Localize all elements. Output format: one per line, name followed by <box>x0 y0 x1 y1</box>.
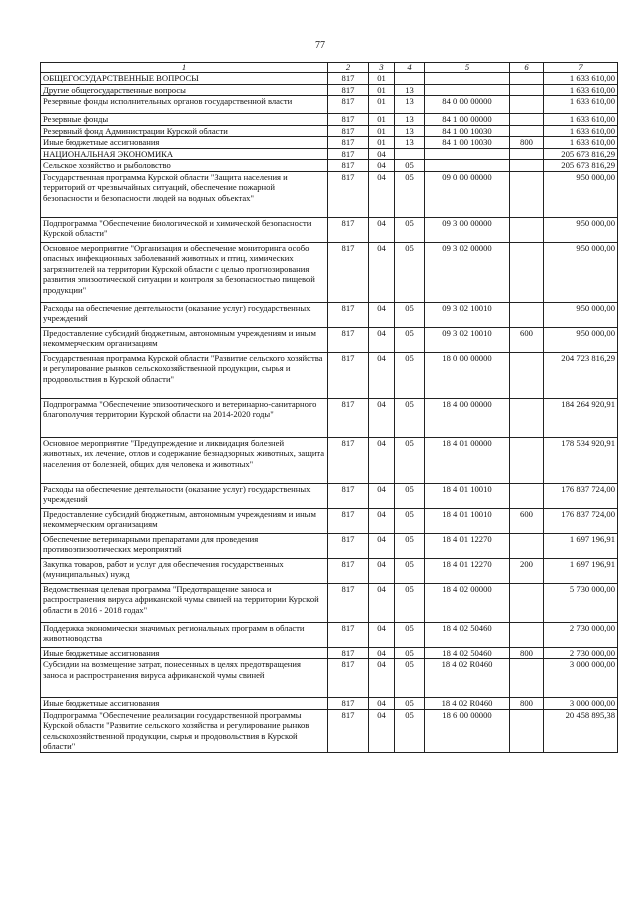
row-subsection-code <box>395 73 425 85</box>
row-section-code: 04 <box>369 583 395 622</box>
row-target-article: 84 1 00 10030 <box>425 125 510 137</box>
row-name: Предоставление субсидий бюджетным, автономным учреждениям и иным некоммерческим организациям <box>41 508 328 533</box>
row-subsection-code: 05 <box>395 483 425 508</box>
row-name: Подпрограмма "Обеспечение эпизоотического и ветеринарно-санитарного благополучия территории Курской области на 2014-2020 годы" <box>41 398 328 437</box>
row-subsection-code: 13 <box>395 114 425 126</box>
row-expense-type <box>510 160 544 172</box>
row-amount: 176 837 724,00 <box>544 508 618 533</box>
table-row <box>41 114 618 126</box>
row-ved-code: 817 <box>328 508 369 533</box>
table-row <box>41 533 618 558</box>
row-expense-type <box>510 171 544 217</box>
table-row <box>41 171 618 217</box>
row-ved-code: 817 <box>328 583 369 622</box>
row-expense-type <box>510 352 544 398</box>
table-row <box>41 398 618 437</box>
row-name: Закупка товаров, работ и услуг для обеспечения государственных (муниципальных) нужд <box>41 558 328 583</box>
row-ved-code: 817 <box>328 533 369 558</box>
row-section-code: 04 <box>369 659 395 698</box>
row-target-article <box>425 84 510 96</box>
row-subsection-code: 05 <box>395 242 425 302</box>
row-section-code: 04 <box>369 302 395 327</box>
row-expense-type: 800 <box>510 698 544 710</box>
table-row <box>41 160 618 172</box>
row-expense-type <box>510 148 544 160</box>
row-amount: 1 633 610,00 <box>544 114 618 126</box>
table-row <box>41 437 618 483</box>
row-section-code: 04 <box>369 327 395 352</box>
row-expense-type: 800 <box>510 647 544 659</box>
row-target-article <box>425 73 510 85</box>
row-target-article: 18 4 02 50460 <box>425 647 510 659</box>
row-name: Подпрограмма "Обеспечение биологической и химической безопасности Курской области" <box>41 217 328 242</box>
row-target-article: 18 4 01 10010 <box>425 508 510 533</box>
row-ved-code: 817 <box>328 125 369 137</box>
column-header-1: 1 <box>41 63 328 73</box>
row-amount: 1 633 610,00 <box>544 73 618 85</box>
row-amount: 1 633 610,00 <box>544 125 618 137</box>
row-subsection-code: 05 <box>395 622 425 647</box>
row-name: НАЦИОНАЛЬНАЯ ЭКОНОМИКА <box>41 148 328 160</box>
row-expense-type <box>510 437 544 483</box>
row-ved-code: 817 <box>328 96 369 114</box>
row-section-code: 01 <box>369 84 395 96</box>
row-subsection-code: 05 <box>395 217 425 242</box>
row-name: Государственная программа Курской области "Защита населения и территорий от чрезвычайных ситуаций, обеспечение пожарной безопасности и безопасности людей на водных объектах" <box>41 171 328 217</box>
row-subsection-code: 05 <box>395 698 425 710</box>
column-header-6: 6 <box>510 63 544 73</box>
row-ved-code: 817 <box>328 242 369 302</box>
row-target-article: 18 4 01 10010 <box>425 483 510 508</box>
row-amount: 950 000,00 <box>544 242 618 302</box>
row-ved-code: 817 <box>328 114 369 126</box>
column-header-5: 5 <box>425 63 510 73</box>
row-ved-code: 817 <box>328 73 369 85</box>
row-section-code: 04 <box>369 709 395 752</box>
row-section-code: 04 <box>369 160 395 172</box>
row-section-code: 01 <box>369 73 395 85</box>
row-amount: 5 730 000,00 <box>544 583 618 622</box>
row-target-article: 09 3 02 10010 <box>425 327 510 352</box>
row-amount: 1 633 610,00 <box>544 96 618 114</box>
row-expense-type: 600 <box>510 327 544 352</box>
row-expense-type <box>510 73 544 85</box>
row-name: Субсидии на возмещение затрат, понесенных в целях предотвращения заноса и распространения вируса африканской чумы свиней <box>41 659 328 698</box>
table-row <box>41 558 618 583</box>
row-section-code: 04 <box>369 352 395 398</box>
table-row <box>41 242 618 302</box>
table-row <box>41 137 618 149</box>
row-amount: 205 673 816,29 <box>544 148 618 160</box>
row-subsection-code: 05 <box>395 508 425 533</box>
row-amount: 184 264 920,91 <box>544 398 618 437</box>
row-ved-code: 817 <box>328 302 369 327</box>
row-amount: 950 000,00 <box>544 302 618 327</box>
row-amount: 3 000 000,00 <box>544 698 618 710</box>
row-section-code: 04 <box>369 533 395 558</box>
row-subsection-code: 05 <box>395 160 425 172</box>
table-row <box>41 508 618 533</box>
row-target-article <box>425 148 510 160</box>
row-ved-code: 817 <box>328 217 369 242</box>
table-body <box>41 73 618 753</box>
row-target-article: 84 1 00 10030 <box>425 137 510 149</box>
row-section-code: 04 <box>369 647 395 659</box>
row-section-code: 04 <box>369 558 395 583</box>
row-expense-type <box>510 302 544 327</box>
table-row <box>41 698 618 710</box>
row-ved-code: 817 <box>328 659 369 698</box>
row-target-article: 09 3 02 10010 <box>425 302 510 327</box>
table-row <box>41 327 618 352</box>
row-target-article: 09 0 00 00000 <box>425 171 510 217</box>
row-amount: 205 673 816,29 <box>544 160 618 172</box>
row-amount: 176 837 724,00 <box>544 483 618 508</box>
table-row <box>41 148 618 160</box>
table-row <box>41 483 618 508</box>
row-target-article: 18 4 02 00000 <box>425 583 510 622</box>
row-section-code: 01 <box>369 125 395 137</box>
row-name: Резервные фонды <box>41 114 328 126</box>
row-ved-code: 817 <box>328 698 369 710</box>
table-row <box>41 709 618 752</box>
row-ved-code: 817 <box>328 352 369 398</box>
row-expense-type: 800 <box>510 137 544 149</box>
row-section-code: 04 <box>369 398 395 437</box>
row-amount: 1 697 196,91 <box>544 533 618 558</box>
row-subsection-code: 13 <box>395 96 425 114</box>
row-expense-type <box>510 114 544 126</box>
row-amount: 2 730 000,00 <box>544 622 618 647</box>
row-name: Основное мероприятие "Предупреждение и ликвидация болезней животных, их лечение, отлов и содержание безнадзорных животных, защита населения от болезней, общих для человека и животных" <box>41 437 328 483</box>
row-name: Иные бюджетные ассигнования <box>41 698 328 710</box>
row-amount: 20 458 895,38 <box>544 709 618 752</box>
table-row <box>41 659 618 698</box>
row-name: Ведомственная целевая программа "Предотвращение заноса и распространения вируса африканской чумы свиней на территории Курской области в 2016 - 2018 годах" <box>41 583 328 622</box>
row-amount: 3 000 000,00 <box>544 659 618 698</box>
row-target-article: 18 4 02 R0460 <box>425 698 510 710</box>
row-subsection-code: 05 <box>395 659 425 698</box>
table-row <box>41 583 618 622</box>
row-name: Иные бюджетные ассигнования <box>41 137 328 149</box>
row-subsection-code <box>395 148 425 160</box>
row-name: Расходы на обеспечение деятельности (оказание услуг) государственных учреждений <box>41 483 328 508</box>
column-header-4: 4 <box>395 63 425 73</box>
row-expense-type <box>510 217 544 242</box>
row-section-code: 04 <box>369 217 395 242</box>
row-section-code: 04 <box>369 242 395 302</box>
row-name: Сельское хозяйство и рыболовство <box>41 160 328 172</box>
row-name: ОБЩЕГОСУДАРСТВЕННЫЕ ВОПРОСЫ <box>41 73 328 85</box>
row-name: Расходы на обеспечение деятельности (оказание услуг) государственных учреждений <box>41 302 328 327</box>
row-section-code: 01 <box>369 96 395 114</box>
row-section-code: 04 <box>369 622 395 647</box>
row-subsection-code: 05 <box>395 352 425 398</box>
row-amount: 950 000,00 <box>544 327 618 352</box>
row-expense-type: 600 <box>510 508 544 533</box>
table-row <box>41 73 618 85</box>
row-subsection-code: 13 <box>395 125 425 137</box>
row-target-article: 84 0 00 00000 <box>425 96 510 114</box>
row-target-article: 09 3 00 00000 <box>425 217 510 242</box>
header-row <box>41 63 618 73</box>
row-expense-type <box>510 659 544 698</box>
row-amount: 204 723 816,29 <box>544 352 618 398</box>
page-number: 77 <box>315 40 325 51</box>
row-subsection-code: 05 <box>395 647 425 659</box>
table-row <box>41 96 618 114</box>
row-expense-type <box>510 125 544 137</box>
row-subsection-code: 05 <box>395 533 425 558</box>
row-target-article: 18 4 01 12270 <box>425 558 510 583</box>
row-subsection-code: 13 <box>395 84 425 96</box>
row-name: Предоставление субсидий бюджетным, автономным учреждениям и иным некоммерческим организациям <box>41 327 328 352</box>
row-ved-code: 817 <box>328 160 369 172</box>
table-row <box>41 217 618 242</box>
row-expense-type <box>510 583 544 622</box>
row-subsection-code: 05 <box>395 327 425 352</box>
row-subsection-code: 05 <box>395 583 425 622</box>
row-name: Основное мероприятие "Организация и обеспечение мониторинга особо опасных инфекционных заболеваний животных и птиц, химических загрязнителей на территории Курской области с целью прогнозирования развития эпизоотической ситуации и контроля за безопасностью пищевой продукции" <box>41 242 328 302</box>
row-ved-code: 817 <box>328 483 369 508</box>
row-amount: 950 000,00 <box>544 217 618 242</box>
row-expense-type <box>510 709 544 752</box>
row-expense-type <box>510 533 544 558</box>
row-subsection-code: 05 <box>395 437 425 483</box>
row-subsection-code: 05 <box>395 398 425 437</box>
row-target-article: 18 4 00 00000 <box>425 398 510 437</box>
table-row <box>41 84 618 96</box>
row-expense-type <box>510 398 544 437</box>
row-target-article: 18 0 00 00000 <box>425 352 510 398</box>
row-expense-type <box>510 84 544 96</box>
row-target-article <box>425 160 510 172</box>
row-ved-code: 817 <box>328 327 369 352</box>
row-expense-type <box>510 242 544 302</box>
row-section-code: 04 <box>369 171 395 217</box>
row-amount: 1 633 610,00 <box>544 84 618 96</box>
row-name: Государственная программа Курской области "Развитие сельского хозяйства и регулирование рынков сельскохозяйственной продукции, сырья и продовольствия в Курской области" <box>41 352 328 398</box>
row-ved-code: 817 <box>328 437 369 483</box>
row-ved-code: 817 <box>328 84 369 96</box>
row-expense-type <box>510 483 544 508</box>
row-section-code: 04 <box>369 508 395 533</box>
row-amount: 1 697 196,91 <box>544 558 618 583</box>
row-section-code: 01 <box>369 137 395 149</box>
table-row <box>41 302 618 327</box>
row-target-article: 18 6 00 00000 <box>425 709 510 752</box>
row-name: Резервный фонд Администрации Курской области <box>41 125 328 137</box>
row-name: Другие общегосударственные вопросы <box>41 84 328 96</box>
row-ved-code: 817 <box>328 622 369 647</box>
row-target-article: 18 4 02 50460 <box>425 622 510 647</box>
row-target-article: 84 1 00 00000 <box>425 114 510 126</box>
row-name: Подпрограмма "Обеспечение реализации государственной программы Курской области "Развитие сельского хозяйства и регулирование рынков сельскохозяйственной продукции, сырья и продовольствия в Курской области" <box>41 709 328 752</box>
row-section-code: 01 <box>369 114 395 126</box>
row-section-code: 04 <box>369 437 395 483</box>
row-target-article: 09 3 02 00000 <box>425 242 510 302</box>
row-amount: 1 633 610,00 <box>544 137 618 149</box>
row-section-code: 04 <box>369 698 395 710</box>
table-row <box>41 125 618 137</box>
row-target-article: 18 4 02 R0460 <box>425 659 510 698</box>
row-ved-code: 817 <box>328 171 369 217</box>
table-row <box>41 647 618 659</box>
budget-table <box>40 62 618 753</box>
row-ved-code: 817 <box>328 709 369 752</box>
row-ved-code: 817 <box>328 558 369 583</box>
row-amount: 178 534 920,91 <box>544 437 618 483</box>
table-row <box>41 352 618 398</box>
row-subsection-code: 05 <box>395 171 425 217</box>
row-target-article: 18 4 01 00000 <box>425 437 510 483</box>
row-subsection-code: 05 <box>395 709 425 752</box>
row-section-code: 04 <box>369 483 395 508</box>
row-subsection-code: 05 <box>395 302 425 327</box>
row-target-article: 18 4 01 12270 <box>425 533 510 558</box>
row-expense-type <box>510 96 544 114</box>
row-name: Поддержка экономически значимых региональных программ в области животноводства <box>41 622 328 647</box>
column-header-3: 3 <box>369 63 395 73</box>
table-row <box>41 622 618 647</box>
row-name: Обеспечение ветеринарными препаратами для проведения противоэпизоотических мероприятий <box>41 533 328 558</box>
row-ved-code: 817 <box>328 398 369 437</box>
row-amount: 2 730 000,00 <box>544 647 618 659</box>
row-section-code: 04 <box>369 148 395 160</box>
row-expense-type <box>510 622 544 647</box>
row-expense-type: 200 <box>510 558 544 583</box>
row-subsection-code: 05 <box>395 558 425 583</box>
column-header-7: 7 <box>544 63 618 73</box>
column-header-2: 2 <box>328 63 369 73</box>
row-ved-code: 817 <box>328 647 369 659</box>
row-ved-code: 817 <box>328 148 369 160</box>
row-subsection-code: 13 <box>395 137 425 149</box>
row-name: Резервные фонды исполнительных органов государственной власти <box>41 96 328 114</box>
row-amount: 950 000,00 <box>544 171 618 217</box>
row-name: Иные бюджетные ассигнования <box>41 647 328 659</box>
row-ved-code: 817 <box>328 137 369 149</box>
